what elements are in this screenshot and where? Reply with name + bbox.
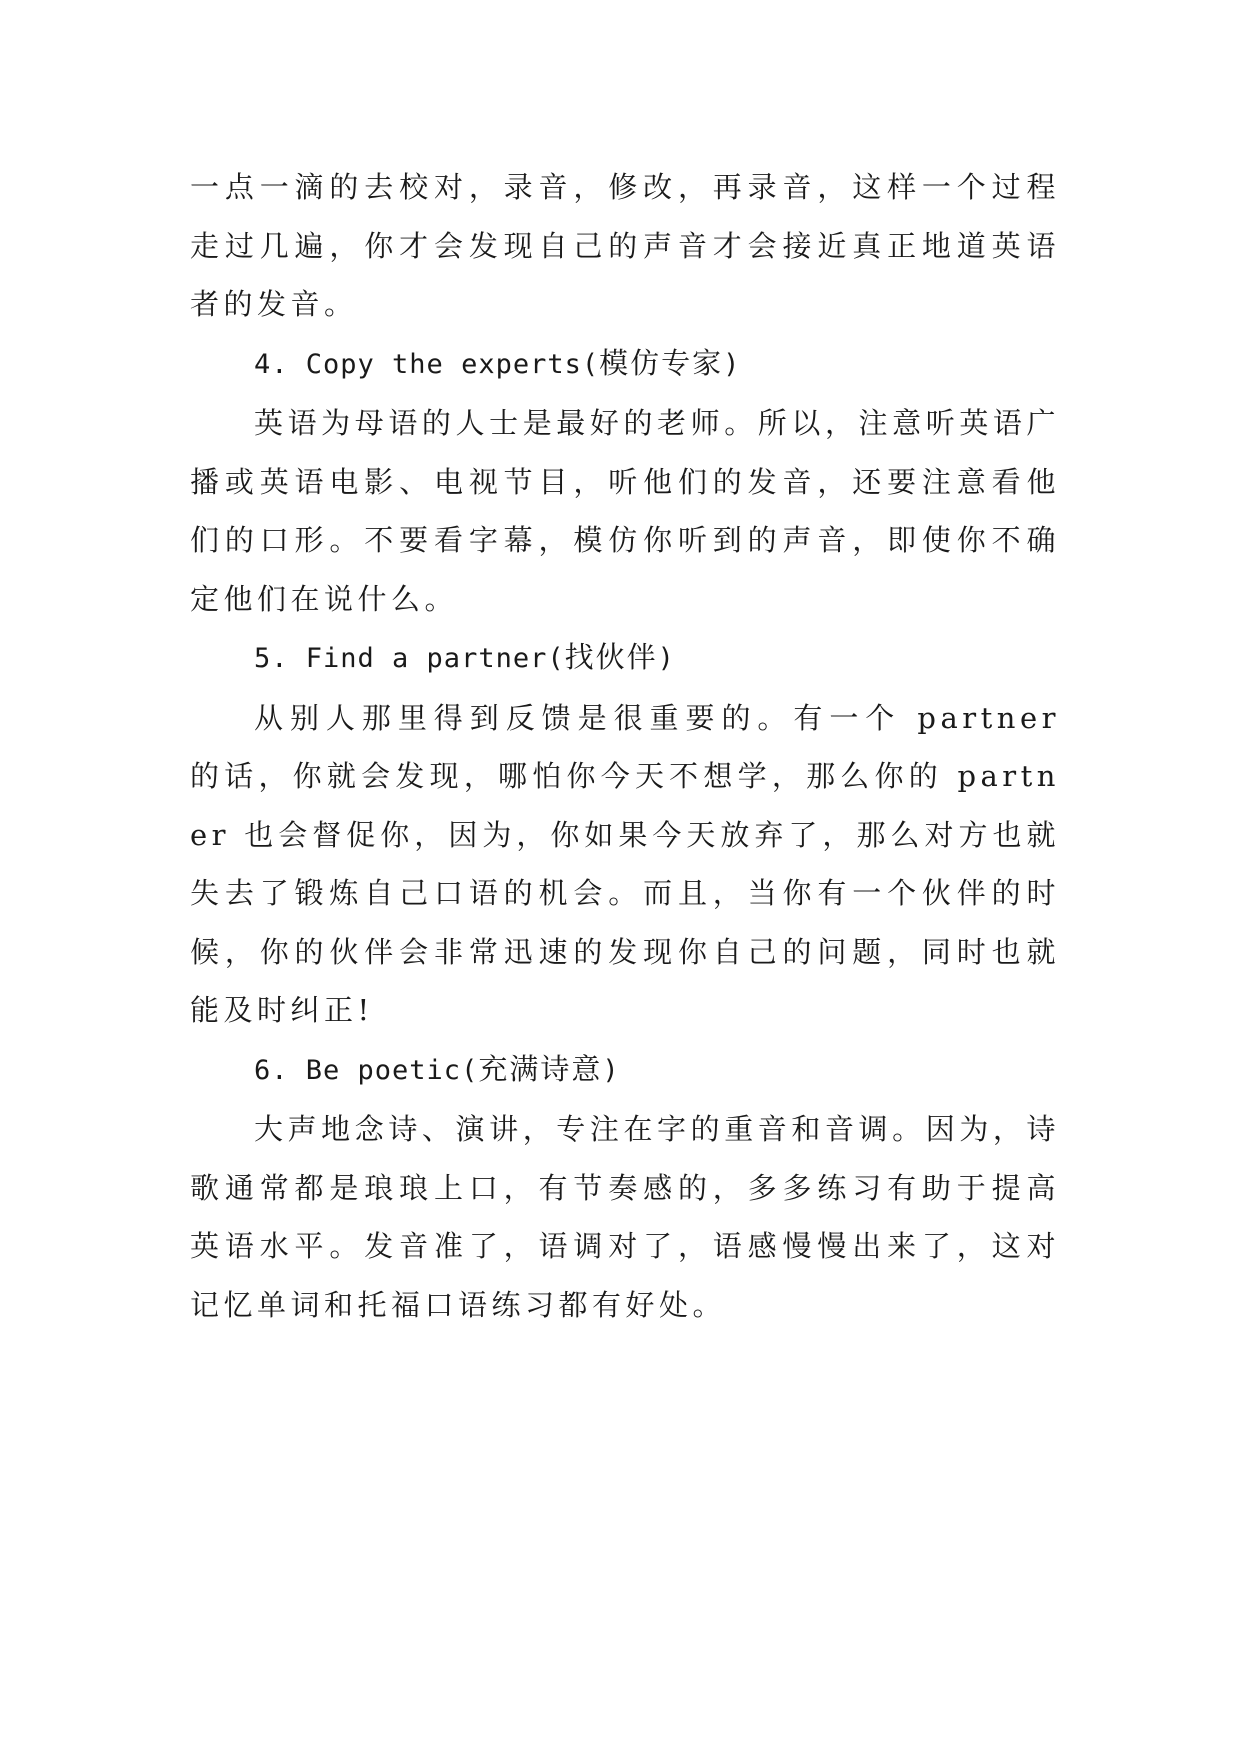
paragraph-be-poetic: 大声地念诗、演讲，专注在字的重音和音调。因为，诗歌通常都是琅琅上口，有节奏感的，多多练习有助于提高英语水平。发音准了，语调对了，语感慢慢出来了，这对记忆单词和托福口语练习都有好处。 — [190, 1112, 1060, 1322]
heading-be-poetic — [190, 1040, 1060, 1101]
heading-copy-the-experts — [190, 334, 1060, 395]
heading-close-paren: ) — [657, 643, 675, 674]
heading-chinese: 模仿专家 — [599, 345, 724, 380]
paragraph-find-a-partner: 从别人那里得到反馈是很重要的。有一个 partner 的话，你就会发现，哪怕你今天不想学，那么你的 partner 也会督促你，因为，你如果今天放弃了，那么对方也就失去了锻炼自己口语的机会。而且，当你有一个伙伴的时候，你的伙伴会非常迅速的发现你自己的问题，同时也就能及时纠正! — [190, 700, 1060, 1027]
heading-latin: 4. Copy the experts( — [254, 348, 600, 380]
heading-latin: 5. Find a partner( — [254, 643, 565, 674]
document-body — [190, 158, 1060, 1334]
heading-chinese: 充满诗意 — [478, 1051, 603, 1086]
heading-chinese: 找伙伴 — [564, 640, 658, 674]
heading-close-paren: ) — [723, 348, 741, 380]
heading-close-paren: ) — [602, 1054, 620, 1086]
paragraph-copy-the-experts: 英语为母语的人士是最好的老师。所以，注意听英语广播或英语电影、电视节目，听他们的发音，还要注意看他们的口形。不要看字幕，模仿你听到的声音，即使你不确定他们在说什么。 — [190, 406, 1060, 616]
heading-find-a-partner — [190, 628, 1060, 689]
heading-latin: 6. Be poetic( — [254, 1054, 479, 1086]
paragraph-recording-practice: 一点一滴的去校对，录音，修改，再录音，这样一个过程走过几遍，你才会发现自己的声音才会接近真正地道英语者的发音。 — [190, 170, 1060, 321]
